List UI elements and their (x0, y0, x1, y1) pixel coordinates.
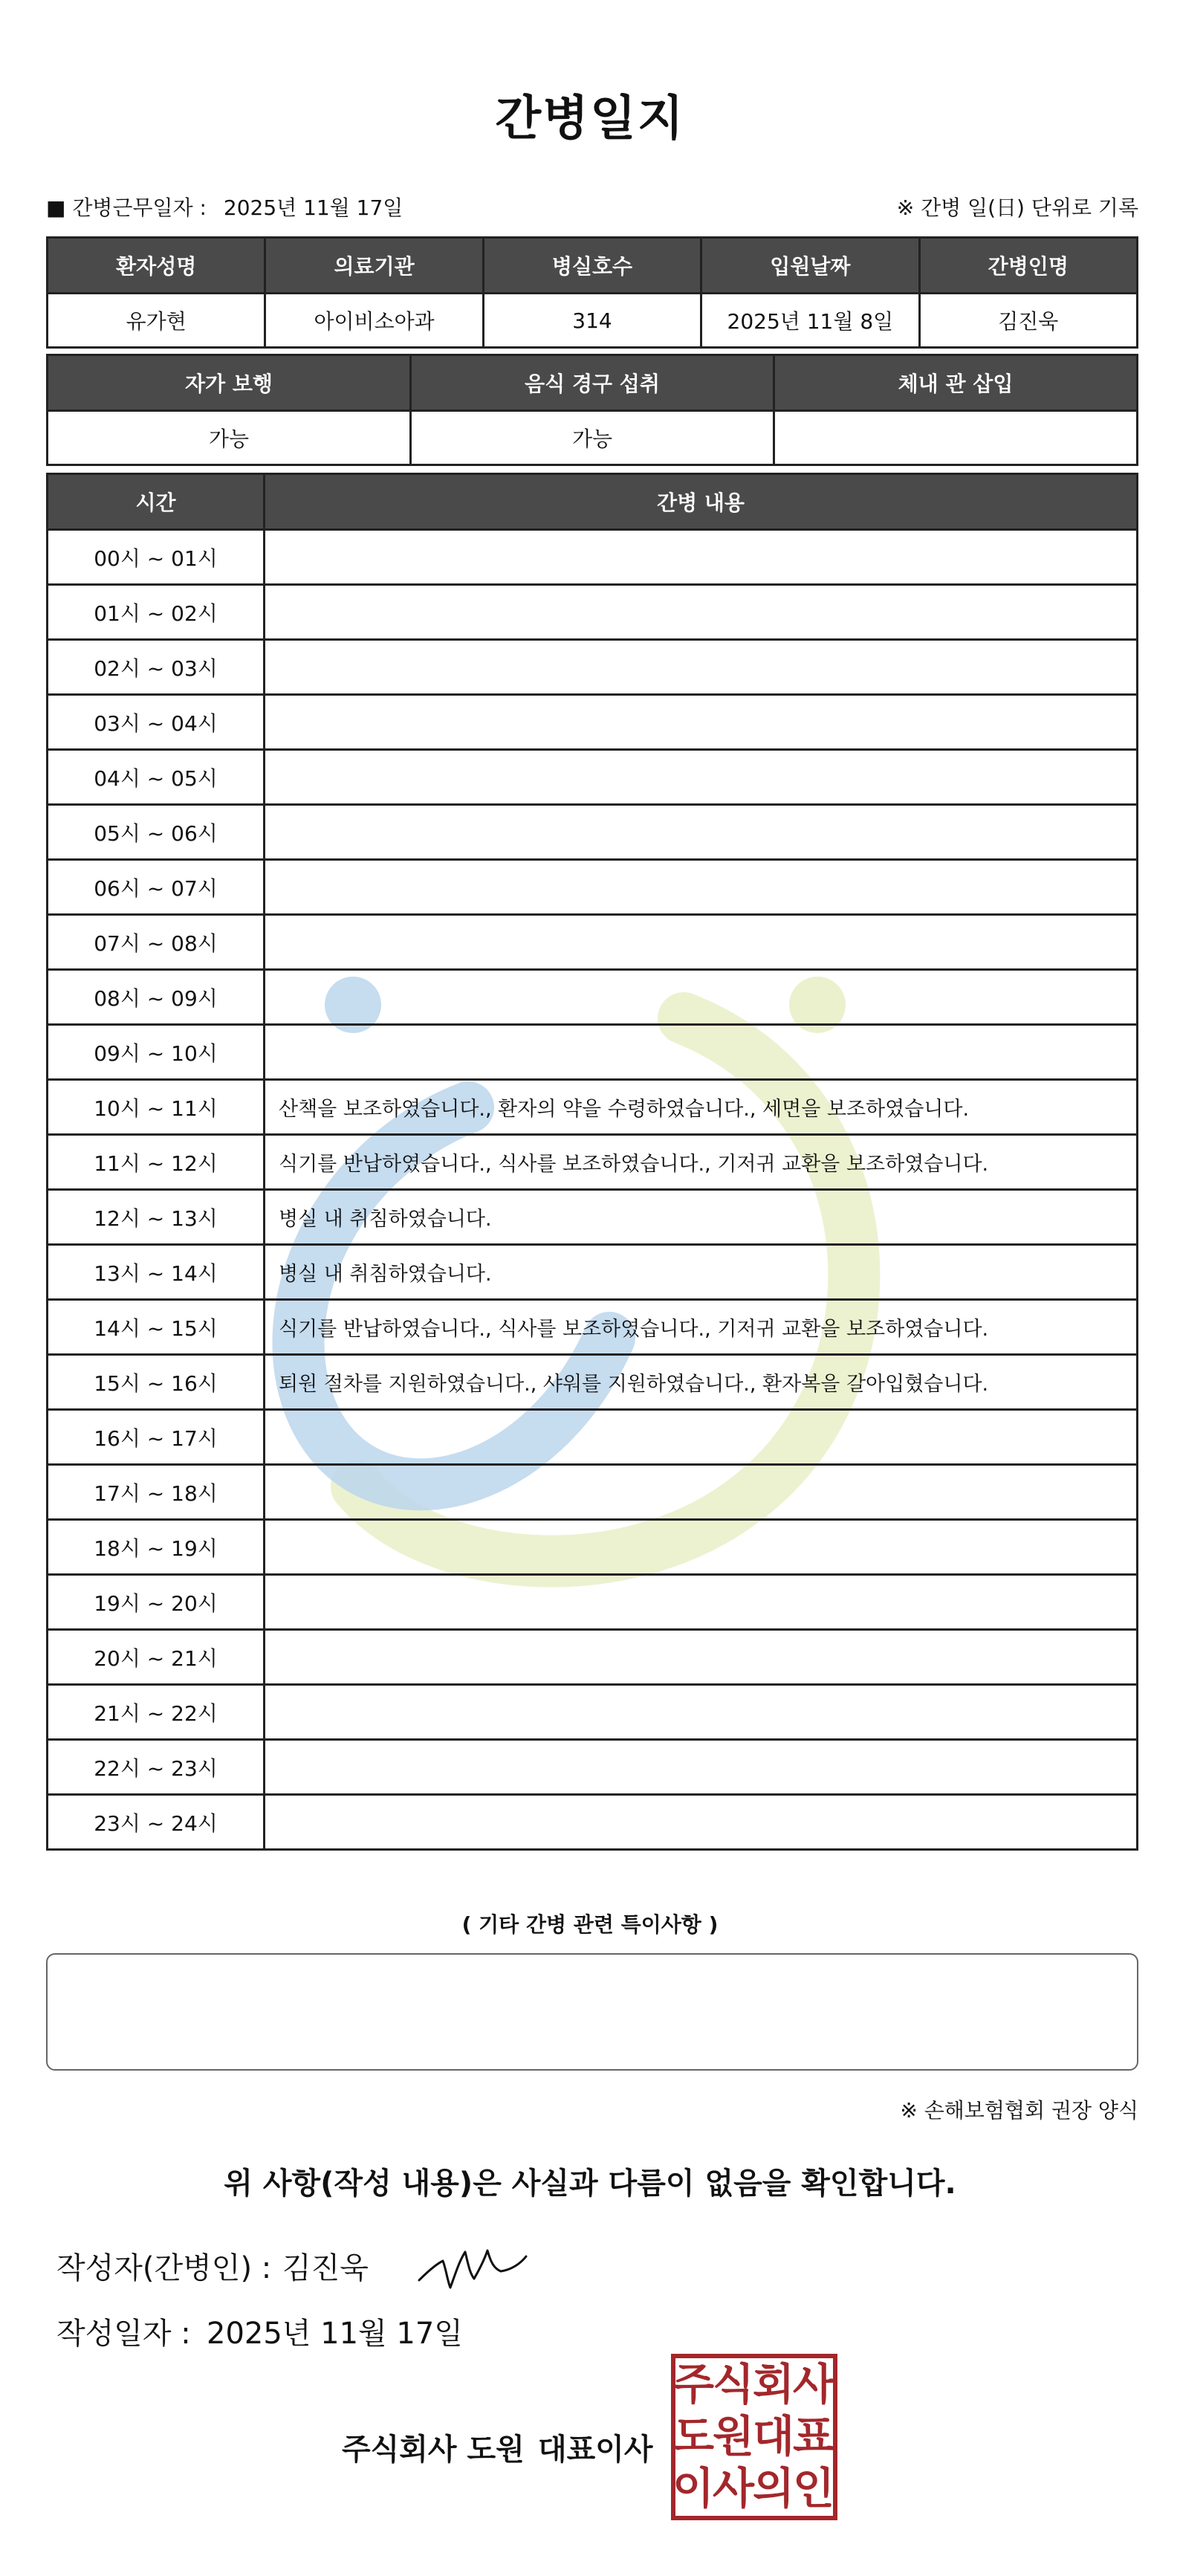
log-time: 15시 ~ 16시 (48, 1355, 265, 1410)
log-time: 06시 ~ 07시 (48, 860, 265, 915)
log-time: 10시 ~ 11시 (48, 1080, 265, 1135)
oral-intake-value: 가능 (411, 411, 774, 465)
header-self-walking: 자가 보행 (48, 355, 411, 411)
log-content: 퇴원 절차를 지원하였습니다., 샤워를 지원하였습니다., 환자복을 갈아입혔습니다. (265, 1355, 1138, 1410)
company-seal-icon (670, 2353, 838, 2521)
log-row (48, 695, 1138, 750)
log-time: 09시 ~ 10시 (48, 1025, 265, 1080)
log-body (48, 530, 1138, 1850)
header-care-content: 간병 내용 (265, 474, 1138, 530)
work-date (46, 192, 403, 221)
log-row (48, 1740, 1138, 1795)
log-row (48, 1025, 1138, 1080)
log-content: 산책을 보조하였습니다., 환자의 약을 수령하였습니다., 세면을 보조하였습니다. (265, 1080, 1138, 1135)
seal-character: 사 (792, 2359, 835, 2410)
log-content (265, 860, 1138, 915)
header-time: 시간 (48, 474, 265, 530)
log-row (48, 1190, 1138, 1245)
company-name: 주식회사 도원 (342, 2433, 525, 2467)
seal-character: 회 (752, 2359, 795, 2410)
header-room-number: 병실호수 (483, 238, 701, 294)
log-row (48, 805, 1138, 860)
log-row (48, 915, 1138, 970)
log-content (265, 1410, 1138, 1465)
admission-date: 2025년 11월 8일 (701, 294, 919, 348)
log-content (265, 585, 1138, 640)
self-walking-value: 가능 (48, 411, 411, 465)
writer-label: 작성자(간병인) : (56, 2251, 272, 2285)
seal-character: 의 (752, 2463, 795, 2514)
seal-character: 도 (672, 2411, 715, 2462)
ceo-title: 대표이사 (538, 2433, 653, 2467)
log-time: 17시 ~ 18시 (48, 1465, 265, 1520)
special-notes-title: ( 기타 간병 관련 특이사항 ) (461, 1912, 719, 1937)
written-date-label: 작성일자 : (56, 2317, 191, 2351)
log-row (48, 1300, 1138, 1355)
log-content (265, 970, 1138, 1025)
log-content: 식기를 반납하였습니다., 식사를 보조하였습니다., 기저귀 교환을 보조하였습니다. (265, 1135, 1138, 1190)
log-time: 02시 ~ 03시 (48, 640, 265, 695)
seal-character: 주 (672, 2359, 715, 2410)
log-content: 병실 내 취침하였습니다. (265, 1190, 1138, 1245)
special-notes-box (46, 1953, 1138, 2071)
header-tube-insertion: 체내 관 삽입 (774, 355, 1138, 411)
patient-info-table (46, 236, 1138, 349)
page-title: 간병일지 (495, 91, 685, 146)
log-row (48, 1630, 1138, 1685)
status-value-row (48, 411, 1138, 465)
header-caregiver-name: 간병인명 (919, 238, 1137, 294)
log-time: 00시 ~ 01시 (48, 530, 265, 585)
log-row (48, 1465, 1138, 1520)
log-time: 12시 ~ 13시 (48, 1190, 265, 1245)
log-content (265, 915, 1138, 970)
log-content (265, 1575, 1138, 1630)
log-time: 21시 ~ 22시 (48, 1685, 265, 1740)
unit-note: ※ 간병 일(日) 단위로 기록 (896, 195, 1138, 220)
header-hospital: 의료기관 (265, 238, 483, 294)
header-admission-date: 입원날짜 (701, 238, 919, 294)
seal-character: 이 (672, 2463, 715, 2514)
work-date-label: ■ 간병근무일자 : (46, 195, 207, 220)
log-content (265, 1520, 1138, 1575)
log-row (48, 640, 1138, 695)
log-row (48, 1245, 1138, 1300)
log-content (265, 1795, 1138, 1850)
log-row (48, 1685, 1138, 1740)
log-time: 20시 ~ 21시 (48, 1630, 265, 1685)
log-header-row (48, 474, 1138, 530)
log-time: 11시 ~ 12시 (48, 1135, 265, 1190)
log-time: 18시 ~ 19시 (48, 1520, 265, 1575)
patient-info-value-row (48, 294, 1138, 348)
log-row (48, 860, 1138, 915)
log-time: 03시 ~ 04시 (48, 695, 265, 750)
log-time: 23시 ~ 24시 (48, 1795, 265, 1850)
log-time: 22시 ~ 23시 (48, 1740, 265, 1795)
log-content (265, 640, 1138, 695)
log-time: 05시 ~ 06시 (48, 805, 265, 860)
log-content (265, 1025, 1138, 1080)
log-row (48, 1520, 1138, 1575)
form-note: ※ 손해보험협회 권장 양식 (900, 2098, 1138, 2123)
log-content (265, 1685, 1138, 1740)
log-content: 병실 내 취침하였습니다. (265, 1245, 1138, 1300)
log-time: 04시 ~ 05시 (48, 750, 265, 805)
log-time: 07시 ~ 08시 (48, 915, 265, 970)
written-date-value: 2025년 11월 17일 (207, 2317, 463, 2351)
confirmation-statement: 위 사항(작성 내용)은 사실과 다름이 없음을 확인합니다. (224, 2166, 956, 2201)
header-patient-name: 환자성명 (48, 238, 265, 294)
log-content (265, 805, 1138, 860)
seal-character: 표 (792, 2411, 835, 2462)
work-date-value: 2025년 11월 17일 (223, 195, 403, 220)
seal-character: 사 (712, 2463, 755, 2514)
log-time: 08시 ~ 09시 (48, 970, 265, 1025)
header-oral-intake: 음식 경구 섭취 (411, 355, 774, 411)
log-content (265, 1740, 1138, 1795)
tube-insertion-value (774, 411, 1138, 465)
caregiver-name: 김진욱 (919, 294, 1137, 348)
signature-icon (413, 2234, 532, 2294)
log-row (48, 530, 1138, 585)
log-content (265, 695, 1138, 750)
seal-character: 식 (712, 2359, 755, 2410)
log-time: 01시 ~ 02시 (48, 585, 265, 640)
log-row (48, 970, 1138, 1025)
status-header-row (48, 355, 1138, 411)
patient-name: 유가현 (48, 294, 265, 348)
log-time: 19시 ~ 20시 (48, 1575, 265, 1630)
hourly-log-table (46, 473, 1138, 1851)
patient-status-table (46, 354, 1138, 466)
seal-character: 대 (752, 2411, 795, 2462)
log-row (48, 1795, 1138, 1850)
seal-character: 원 (712, 2411, 755, 2462)
log-content (265, 750, 1138, 805)
log-row (48, 750, 1138, 805)
room-number: 314 (483, 294, 701, 348)
patient-info-header-row (48, 238, 1138, 294)
log-content (265, 530, 1138, 585)
log-content: 식기를 반납하였습니다., 식사를 보조하였습니다., 기저귀 교환을 보조하였습니다. (265, 1300, 1138, 1355)
log-row (48, 1080, 1138, 1135)
log-time: 14시 ~ 15시 (48, 1300, 265, 1355)
log-row (48, 1135, 1138, 1190)
log-row (48, 1575, 1138, 1630)
log-content (265, 1630, 1138, 1685)
seal-character: 인 (792, 2463, 835, 2514)
log-row (48, 1355, 1138, 1410)
log-row (48, 1410, 1138, 1465)
writer-name: 김진욱 (282, 2251, 369, 2285)
hospital-name: 아이비소아과 (265, 294, 483, 348)
log-row (48, 585, 1138, 640)
log-time: 16시 ~ 17시 (48, 1410, 265, 1465)
log-content (265, 1465, 1138, 1520)
log-time: 13시 ~ 14시 (48, 1245, 265, 1300)
